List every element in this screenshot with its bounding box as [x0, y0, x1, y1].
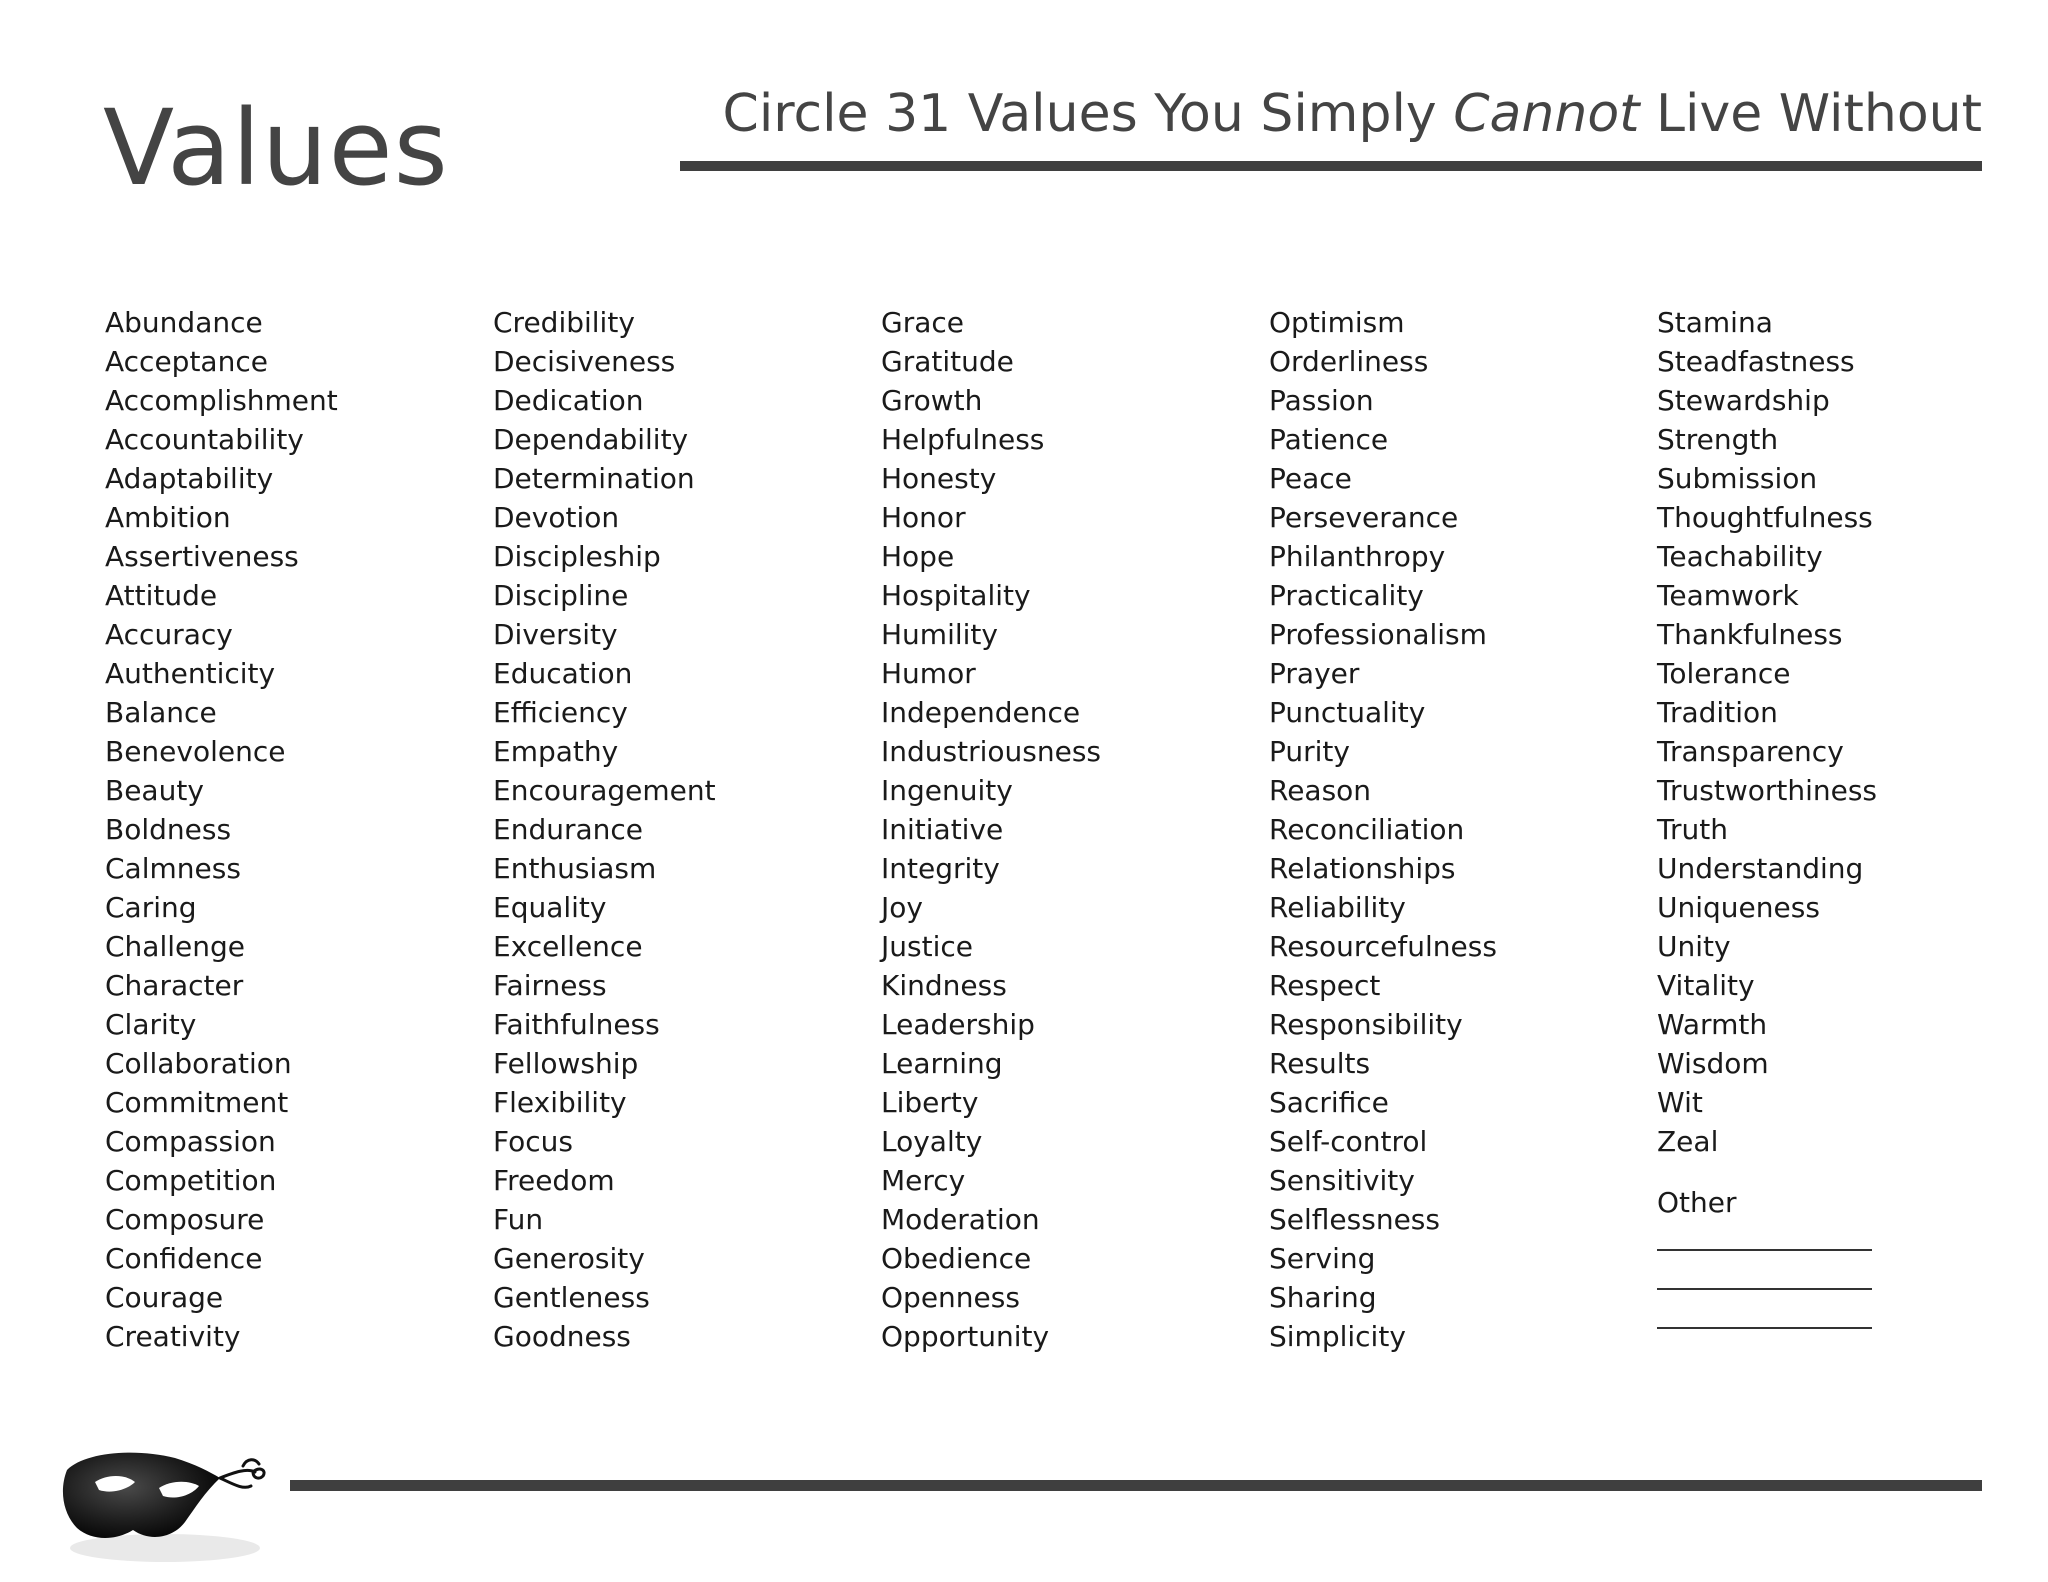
value-item: Faithfulness	[493, 1008, 660, 1041]
values-column-4	[1269, 303, 1649, 1356]
value-item: Openness	[881, 1281, 1020, 1314]
value-item: Grace	[881, 306, 964, 339]
value-item: Focus	[493, 1125, 573, 1158]
values-column-5	[1657, 303, 2037, 1339]
value-item: Sensitivity	[1269, 1164, 1415, 1197]
value-item: Passion	[1269, 384, 1374, 417]
value-item: Endurance	[493, 813, 643, 846]
value-item: Hope	[881, 540, 955, 573]
value-item: Self-control	[1269, 1125, 1428, 1158]
value-item: Generosity	[493, 1242, 645, 1275]
values-column-3	[881, 303, 1261, 1356]
value-item: Industriousness	[881, 735, 1101, 768]
value-item: Steadfastness	[1657, 345, 1855, 378]
value-item: Simplicity	[1269, 1320, 1406, 1353]
value-item: Submission	[1657, 462, 1818, 495]
page-subtitle	[722, 84, 1982, 144]
value-item: Tolerance	[1657, 657, 1791, 690]
value-item: Composure	[105, 1203, 265, 1236]
value-item: Calmness	[105, 852, 241, 885]
value-item: Perseverance	[1269, 501, 1459, 534]
value-item: Authenticity	[105, 657, 276, 690]
value-item: Integrity	[881, 852, 1000, 885]
value-item: Thankfulness	[1657, 618, 1843, 651]
value-item: Challenge	[105, 930, 245, 963]
value-item: Wit	[1657, 1086, 1703, 1119]
other-blank-line[interactable]	[1657, 1300, 1872, 1339]
value-item: Encouragement	[493, 774, 716, 807]
value-item: Punctuality	[1269, 696, 1426, 729]
value-item: Goodness	[493, 1320, 631, 1353]
value-item: Joy	[881, 891, 923, 924]
value-item: Peace	[1269, 462, 1352, 495]
value-item: Justice	[881, 930, 973, 963]
value-item: Trustworthiness	[1657, 774, 1878, 807]
value-item: Assertiveness	[105, 540, 299, 573]
value-item: Professionalism	[1269, 618, 1487, 651]
other-section	[1657, 1183, 2037, 1339]
value-item: Leadership	[881, 1008, 1035, 1041]
value-item: Relationships	[1269, 852, 1456, 885]
value-item: Accuracy	[105, 618, 233, 651]
value-item: Ambition	[105, 501, 231, 534]
value-item: Freedom	[493, 1164, 615, 1197]
other-blank-line[interactable]	[1657, 1261, 1872, 1300]
value-item: Opportunity	[881, 1320, 1050, 1353]
value-item: Ingenuity	[881, 774, 1013, 807]
value-item: Collaboration	[105, 1047, 292, 1080]
value-item: Philanthropy	[1269, 540, 1446, 573]
value-item: Attitude	[105, 579, 218, 612]
value-item: Stewardship	[1657, 384, 1830, 417]
value-item: Clarity	[105, 1008, 197, 1041]
value-item: Education	[493, 657, 633, 690]
value-item: Wisdom	[1657, 1047, 1769, 1080]
value-item: Stamina	[1657, 306, 1773, 339]
value-item: Credibility	[493, 306, 635, 339]
subtitle-emphasis: Cannot	[1453, 84, 1640, 144]
value-item: Devotion	[493, 501, 620, 534]
value-item: Reason	[1269, 774, 1372, 807]
value-item: Creativity	[105, 1320, 241, 1353]
value-item: Teachability	[1657, 540, 1823, 573]
value-item: Thoughtfulness	[1657, 501, 1873, 534]
value-item: Caring	[105, 891, 197, 924]
value-item: Moderation	[881, 1203, 1040, 1236]
value-item: Initiative	[881, 813, 1004, 846]
value-item: Compassion	[105, 1125, 276, 1158]
value-item: Reliability	[1269, 891, 1406, 924]
page-title: Values	[103, 87, 449, 209]
value-item: Gentleness	[493, 1281, 650, 1314]
value-item: Patience	[1269, 423, 1389, 456]
value-item: Acceptance	[105, 345, 268, 378]
value-item: Fun	[493, 1203, 544, 1236]
value-item: Boldness	[105, 813, 232, 846]
value-item: Warmth	[1657, 1008, 1768, 1041]
value-item: Truth	[1657, 813, 1728, 846]
header-divider	[680, 161, 1982, 171]
value-item: Serving	[1269, 1242, 1376, 1275]
value-item: Dependability	[493, 423, 689, 456]
value-item: Vitality	[1657, 969, 1755, 1002]
value-item: Accountability	[105, 423, 304, 456]
value-item: Competition	[105, 1164, 277, 1197]
value-item: Humor	[881, 657, 976, 690]
value-item: Abundance	[105, 306, 263, 339]
value-item: Purity	[1269, 735, 1350, 768]
value-item: Learning	[881, 1047, 1003, 1080]
value-item: Independence	[881, 696, 1081, 729]
value-item: Unity	[1657, 930, 1731, 963]
value-item: Tradition	[1657, 696, 1778, 729]
value-item: Accomplishment	[105, 384, 338, 417]
value-item: Discipleship	[493, 540, 661, 573]
value-item: Discipline	[493, 579, 629, 612]
value-item: Responsibility	[1269, 1008, 1463, 1041]
value-item: Humility	[881, 618, 998, 651]
values-column-2	[493, 303, 873, 1356]
value-item: Benevolence	[105, 735, 286, 768]
value-item: Mercy	[881, 1164, 966, 1197]
value-item: Fairness	[493, 969, 607, 1002]
value-item: Optimism	[1269, 306, 1405, 339]
value-item: Dedication	[493, 384, 644, 417]
value-item: Equality	[493, 891, 607, 924]
subtitle-text-start: Circle 31 Values You Simply	[722, 84, 1454, 144]
value-item: Teamwork	[1657, 579, 1799, 612]
value-item: Sharing	[1269, 1281, 1377, 1314]
value-item: Honesty	[881, 462, 997, 495]
value-item: Decisiveness	[493, 345, 676, 378]
value-item: Results	[1269, 1047, 1371, 1080]
value-item: Adaptability	[105, 462, 274, 495]
value-item: Honor	[881, 501, 966, 534]
value-item: Liberty	[881, 1086, 979, 1119]
other-blank-line[interactable]	[1657, 1222, 1872, 1261]
value-item: Obedience	[881, 1242, 1032, 1275]
value-item: Growth	[881, 384, 983, 417]
value-item: Balance	[105, 696, 217, 729]
value-item: Character	[105, 969, 244, 1002]
value-item: Fellowship	[493, 1047, 639, 1080]
other-label: Other	[1657, 1186, 1737, 1219]
value-item: Strength	[1657, 423, 1779, 456]
value-item: Understanding	[1657, 852, 1864, 885]
footer-divider	[290, 1480, 1982, 1491]
value-item: Courage	[105, 1281, 224, 1314]
value-item: Zeal	[1657, 1125, 1719, 1158]
value-item: Flexibility	[493, 1086, 627, 1119]
value-item: Determination	[493, 462, 695, 495]
values-column-1	[105, 303, 485, 1356]
value-item: Orderliness	[1269, 345, 1429, 378]
value-item: Confidence	[105, 1242, 263, 1275]
value-item: Transparency	[1657, 735, 1844, 768]
value-item: Commitment	[105, 1086, 289, 1119]
value-item: Reconciliation	[1269, 813, 1465, 846]
value-item: Kindness	[881, 969, 1007, 1002]
value-item: Loyalty	[881, 1125, 983, 1158]
value-item: Diversity	[493, 618, 618, 651]
value-item: Beauty	[105, 774, 204, 807]
value-item: Uniqueness	[1657, 891, 1820, 924]
mask-logo-icon	[55, 1430, 270, 1570]
value-item: Gratitude	[881, 345, 1014, 378]
value-item: Resourcefulness	[1269, 930, 1497, 963]
value-item: Enthusiasm	[493, 852, 657, 885]
value-item: Respect	[1269, 969, 1381, 1002]
value-item: Selflessness	[1269, 1203, 1440, 1236]
value-item: Practicality	[1269, 579, 1424, 612]
value-item: Excellence	[493, 930, 643, 963]
value-item: Sacrifice	[1269, 1086, 1389, 1119]
subtitle-text-end: Live Without	[1639, 84, 1982, 144]
value-item: Helpfulness	[881, 423, 1045, 456]
value-item: Hospitality	[881, 579, 1031, 612]
value-item: Empathy	[493, 735, 619, 768]
value-item: Efficiency	[493, 696, 628, 729]
value-item: Prayer	[1269, 657, 1360, 690]
